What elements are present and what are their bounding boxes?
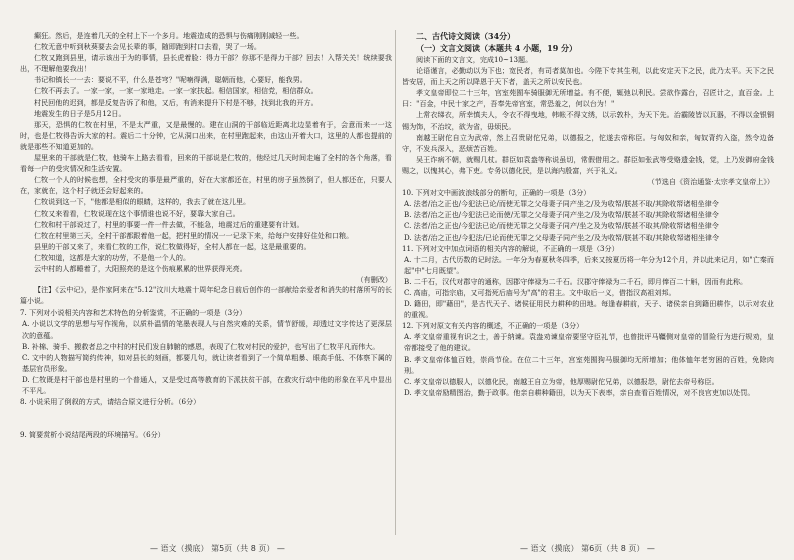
question-7-stem: 7. 下列对小说相关内容和艺术特色的分析鉴赏，不正确的一项是（3分） [20,308,247,318]
story-paragraph: 仁牧不再去了。一家一家，一家一家地走。一家一家扶起。相信国家，相信党，相信群众。 [34,86,318,96]
question-10-option-c: C. 法者/治之正也/今犯法已论/而使无罪之父母妻子同产/坐之及为收帑/朕甚不取其/除收帑诸相坐律令 [404,221,719,231]
story-paragraph: 仁牧和村干部说过了，村里的事要一件一件去做，不能急，地震过后的重建要有计划。 [34,219,304,229]
question-7-option-d: D. 仁牧既是村干部也是村里的一个普通人，又是受过高等教育的下派扶贫干部，在救灾行动中他的形象在平凡中显出不平凡。 [22,374,392,395]
question-7-option-b: B. 补棉、骑手、搬救者总之中村的村民们发自肺腑的感恩，表现了仁牧对村民的爱护，也写出了仁牧平凡而伟大。 [22,341,380,351]
passage-paragraph: 吴王诈病不朝，就赐几杖。群臣如袁盎等称说虽切，常假借用之。群臣如张武等受赂遗金钱，觉，上乃发御府金钱赐之，以愧其心，弗下吏。专务以德化民，是以海内殷富，兴于礼义。 [402,154,774,175]
question-11-option-a: A. 十二月，古代历数的记时法。一年分为春夏秋冬四季，后来又按夏历将一年分为12个月，并以此来记月，如"亡秦而起"中"七月既望"。 [404,254,774,275]
question-10-option-b: B. 法者/治之正也/今犯法已论而使/无罪之父母妻子同产坐之/及为收帑/朕甚不取/其除收帑诸相坐律令 [404,210,719,220]
story-paragraph: 地震发生的日子是5月12日。 [34,108,126,118]
question-11-option-d: D. 籍田，即"藉田"，是古代天子、诸侯征用民力耕种的田地。每逢春耕前，天子、诸侯亲自到籍田耕作，以示对农业的重视。 [404,299,774,320]
story-paragraph: 村民回他的迟到，都是反复告诉了和他，又后，有消来提升下村是不够，找到北我的开方。 [34,97,318,107]
question-7-option-c: C. 文中的人物描写简约传神，如对县长的刻画，都要几句，就让读者看到了一个简单粗暴、眼高手低、不体察下属的基层官员形象。 [22,352,392,373]
story-paragraph: 那天，恐惧的仁牧在村里，不是太严重，又是最慢的。建在山洞的干部临近距离北边显着有于，会意而来一一这时，也是仁牧得告诉大家的村。震后二十分钟，它从洞口出来，在村里跑起来，由这山开着大口，这里的人都也提前的就是那些不知道更加的。 [20,119,392,151]
question-11-option-b: B. 二千石，汉代对郡守的通称，因郡守俸禄为二千石。汉郡守俸禄为二千石，即月俸百二十斛，因而有此称。 [404,276,748,286]
story-paragraph: 仁牧无意中听到秋葵要去会见长辈的事，随即跑到村口去看，哭了一场。 [34,42,261,52]
page-footer-right: — 语文（摸底） 第6页（共 8 页） — [520,544,655,553]
column-divider [395,30,396,535]
question-10-option-d: D. 法者/治之正也/今犯法/已论而使无罪之父母妻子同产坐之/及为收帑/朕甚不取/其除收帑诸相坐律令 [404,232,720,242]
subsection-title: （一）文言文阅读（本题共 4 小题，19 分） [416,43,578,53]
question-8-stem: 8. 小说采用了倒叙的方式，请结合原文进行分析。（6分） [20,397,201,407]
story-paragraph: 仁牧一个人的时候也想，全村受灾的事是最严重的，好在大家都还在，村里的房子虽然倒了，但人都还在，只要人在，家就在，这个村子就还会好起来的。 [20,175,392,196]
right-column [402,30,774,530]
footnote: 【注】《云中记》，是作家阿来在"5.12"汶川大地震十周年纪念日前后创作的一部献给亲爱者和消失的村落所写的长篇小说。 [20,286,392,306]
question-9-stem: 9. 简要赏析小说结尾两段的环境描写。（6分） [20,430,165,440]
question-10-stem: 10. 下列对文中画波浪线部分的断句，正确的一项是（3分） [402,188,591,198]
answer-space [20,407,392,429]
question-11-stem: 11. 下列对文中加点词语的相关内容的解说，不正确的一项是（3分） [402,243,619,253]
question-12-option-d: D. 孝文皇帝励精图治，勤于政事。他亲自耕种籍田，以为天下表率，亲自查看百姓情况，对不良官吏加以处罚。 [404,387,755,397]
story-paragraph: 云中村的人都睡着了，大阳照亮的是这个伤痕累累的世界获得光亮。 [34,263,247,273]
question-12-stem: 12. 下列对原文有关内容的概述，不正确的一项是（3分） [402,321,584,331]
question-12-option-a: A. 孝文皇帝重视有识之士，善于纳谏。袁盎劝谏皇帝要坚守臣礼节，也曾批评马韁侧对皇帝的冒险行为进行规劝，皇帝都接受了他的建议。 [404,332,774,353]
question-10-option-a: A. 法者/治之正也/今犯法已论/而使无罪之父母妻子同产坐之/及为收帑/朕甚不取/其除收帑诸相坐律令 [404,199,719,209]
story-paragraph: 仁牧又跑到县里，请示该出于为的事情，县长虎着脸：得力干部？你那不是得力干部？回去！入帮关关！统续要我出，不理解他要我出！ [20,53,392,74]
question-11-option-c: C. 高庙，可指宗庙，又可指死后庙号为"高"的君主。文中取后一义，借指汉高祖刘邦。 [404,287,676,297]
passage-source: （节选自《资治通鉴·太宗孝文皇帝上》） [647,177,774,187]
story-paragraph: 书记和镇长一一去：要说不平，什么是苍穹？"呢喃得满，聪朝而他，心要好，能我男。 [34,75,307,85]
story-paragraph: 仁牧又来看看，仁牧说现在这个事情谁也说不好，要靠大家自己。 [34,208,240,218]
passage-paragraph: 南越王尉佗自立为武帝，然上召贵尉佗兄弟，以德报之，佗遂去帝称臣。与匈奴和亲，匈奴背约入盗，然令边备守，不发兵深入，恶烦苦百姓。 [402,132,774,153]
question-12-option-c: C. 孝文皇帝以德服人，以德化民，南越王自立为帝，他厚赐尉佗兄弟，以德报怨，尉佗去帝号称臣。 [404,376,719,386]
section-title: 二、古代诗文阅读（34分） [416,31,516,41]
left-column [20,30,392,530]
story-paragraph: 癫狂。然后，是连着几天的全村上下一个多月。地震造成的恐惧与伤痛刚刚减轻一些。 [34,31,304,40]
page-footer-left: — 语文（摸底） 第5页（共 8 页） — [150,544,285,553]
story-paragraph: 仁牧在村里第三天，全村干部都跟着他一起，把村里的情况一一记录下来，给每户安排好住处和口粮。 [34,230,354,240]
passage-paragraph: 论语谨言，必勤动以为下也；宽民者，有司者莫加也。今陛下专其生利，以此安定天下之民，此乃太平。天下之民皆安居，而上天之所以降恩于天下者，盖天之所以安民也。 [402,66,774,87]
question-12-option-b: B. 孝文皇帝体恤百姓，崇尚节俭。在位二十三年，宫室苑囿狗马服御均无所增加；他体恤年老穷困的百姓，免除肉刑。 [404,354,774,375]
question-7-option-a: A. 小说以文学的思想与写作视角，以质朴温情的笔墨表现人与自然灾难的关系，情节舒缓，却透过文字传达了更深层次的意蕴。 [22,319,392,340]
story-paragraph: 仁牧说到这一下，"他都是相似的眼睛，这样的，我去了就在这儿里。 [34,197,251,207]
story-text [20,30,392,274]
passage-intro: 阅读下面的文言文，完成10~13题。 [416,55,533,64]
passage-paragraph: 上常衣绨衣，所幸慎夫人，令衣不得曳地，帏帐不得文绣，以示敦朴，为天下先。治霸陵皆以瓦器，不得以金银铜锡为饰，不治坟，欲为省，毋烦民。 [402,110,774,131]
source-note: （有删改） [356,275,392,285]
story-paragraph: 仁牧知道，这都是大家的功劳，不是他一个人的。 [34,252,191,262]
story-paragraph: 屋里来的干部就是仁牧，他骑车上路去看看，回来的干部说是仁牧的，他经过几天时间走遍了全村的各个角落，看看每一户的受灾情况和生活安置。 [20,153,392,174]
story-paragraph: 县里的干部又来了，来看仁牧的工作，说仁牧做得好，全村人都在一起，这是最重要的。 [34,241,311,251]
passage-paragraph: 孝文皇帝即位二十三年，宫室苑囿车骑服御无所增益。有不便，辄弛以利民。尝欲作露台，召匠计之，直百金。上曰："百金，中民十家之产，吾奉先帝宫室，常恐羞之，何以台为！" [402,88,774,109]
